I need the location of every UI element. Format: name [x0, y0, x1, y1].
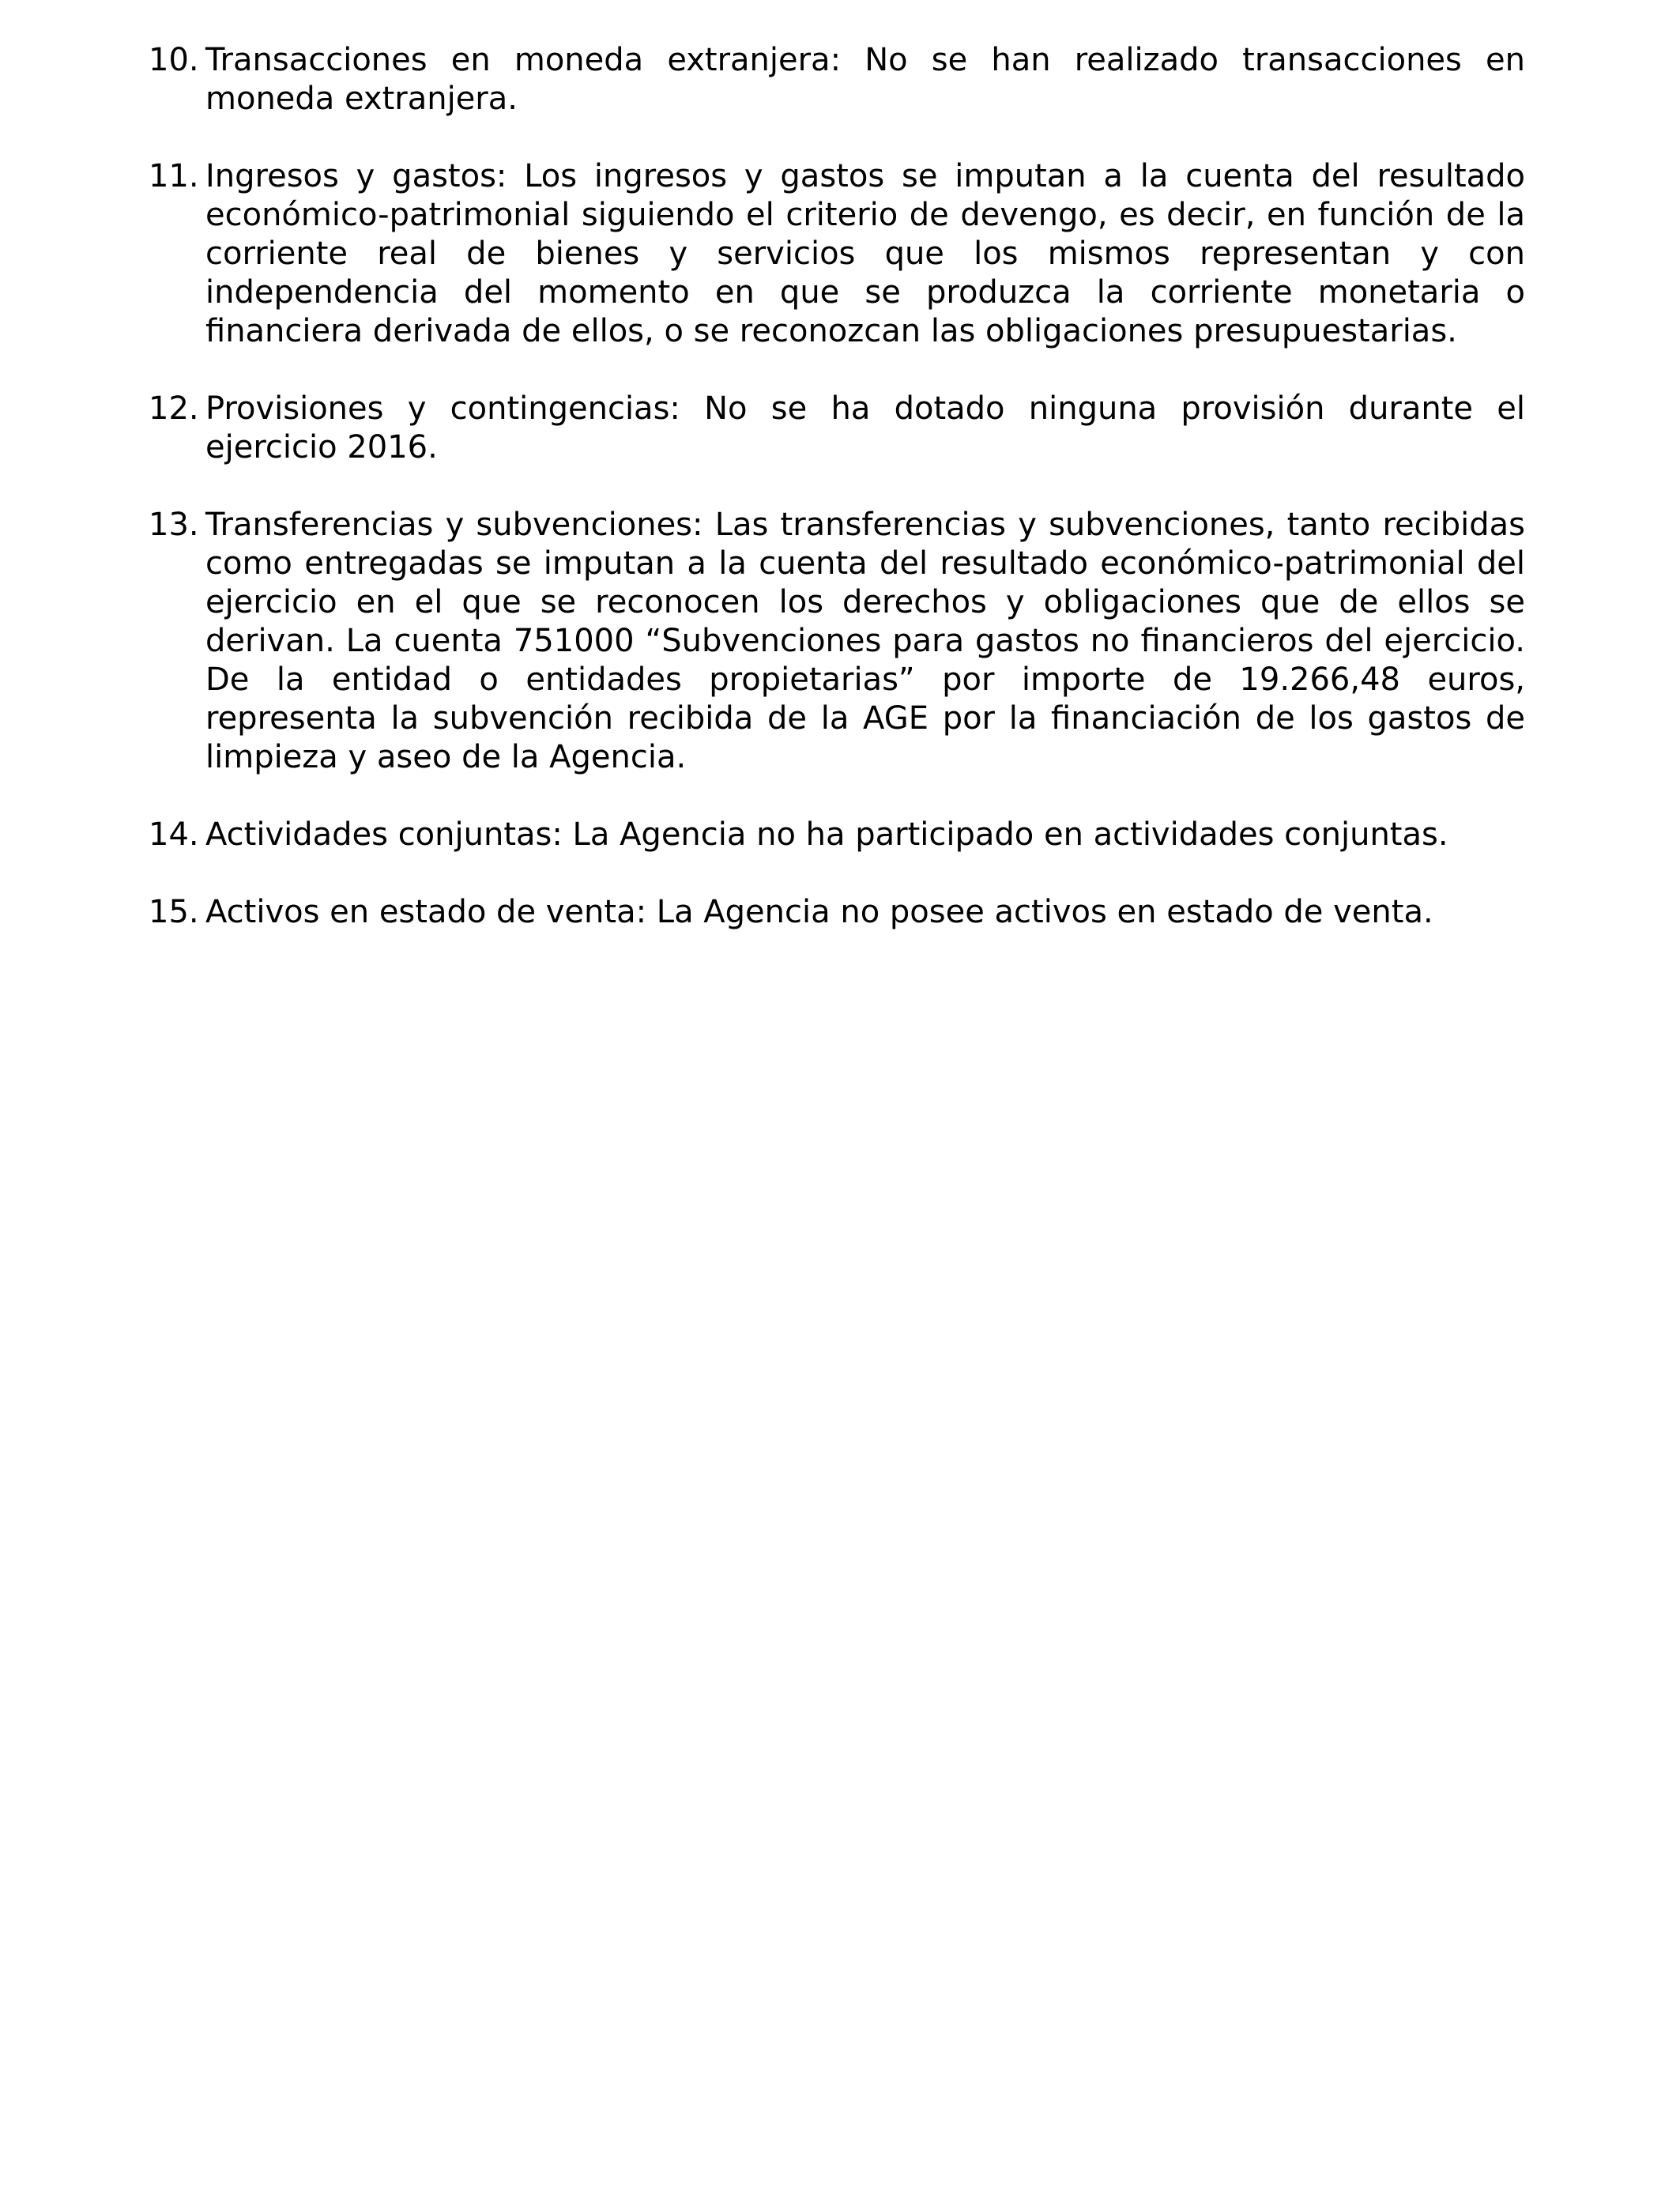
item-text: Ingresos y gastos: Los ingresos y gastos se imputan a la cuenta del resultado económico-patrimonial siguiendo el criterio de devengo, es decir, en función de la corriente real de bienes y servicios que los mismos representan y con independencia del momento en que se produzca la corriente monetaria o financiera derivada de ellos, o se reconozcan las obligaciones presupuestarias.	[205, 158, 1525, 349]
list-item	[149, 893, 1525, 932]
item-number: 11.	[149, 158, 199, 194]
list-item	[149, 41, 1525, 119]
list-item	[149, 390, 1525, 467]
item-text: Provisiones y contingencias: No se ha dotado ninguna provisión durante el ejercicio 2016.	[205, 390, 1525, 466]
list-item	[149, 157, 1525, 351]
item-number: 12.	[149, 390, 199, 427]
item-number: 13.	[149, 507, 199, 543]
list-item	[149, 506, 1525, 777]
item-number: 10.	[149, 42, 199, 78]
item-text: Transferencias y subvenciones: Las transferencias y subvenciones, tanto recibidas como entregadas se imputan a la cuenta del resultado económico-patrimonial del ejercicio en el que se reconocen los derechos y obligaciones que de ellos se derivan. La cuenta 751000 “Subvenciones para gastos no financieros del ejercicio. De la entidad o entidades propietarias” por importe de 19.266,48 euros, representa la subvención recibida de la AGE por la financiación de los gastos de limpieza y aseo de la Agencia.	[205, 507, 1525, 775]
list-item	[149, 816, 1525, 854]
item-text: Activos en estado de venta: La Agencia no posee activos en estado de venta.	[205, 894, 1433, 930]
item-text: Transacciones en moneda extranjera: No se han realizado transacciones en moneda extranjera.	[205, 42, 1525, 117]
item-number: 14.	[149, 816, 199, 853]
numbered-list	[149, 41, 1525, 971]
item-text: Actividades conjuntas: La Agencia no ha participado en actividades conjuntas.	[205, 816, 1448, 853]
item-number: 15.	[149, 894, 199, 930]
